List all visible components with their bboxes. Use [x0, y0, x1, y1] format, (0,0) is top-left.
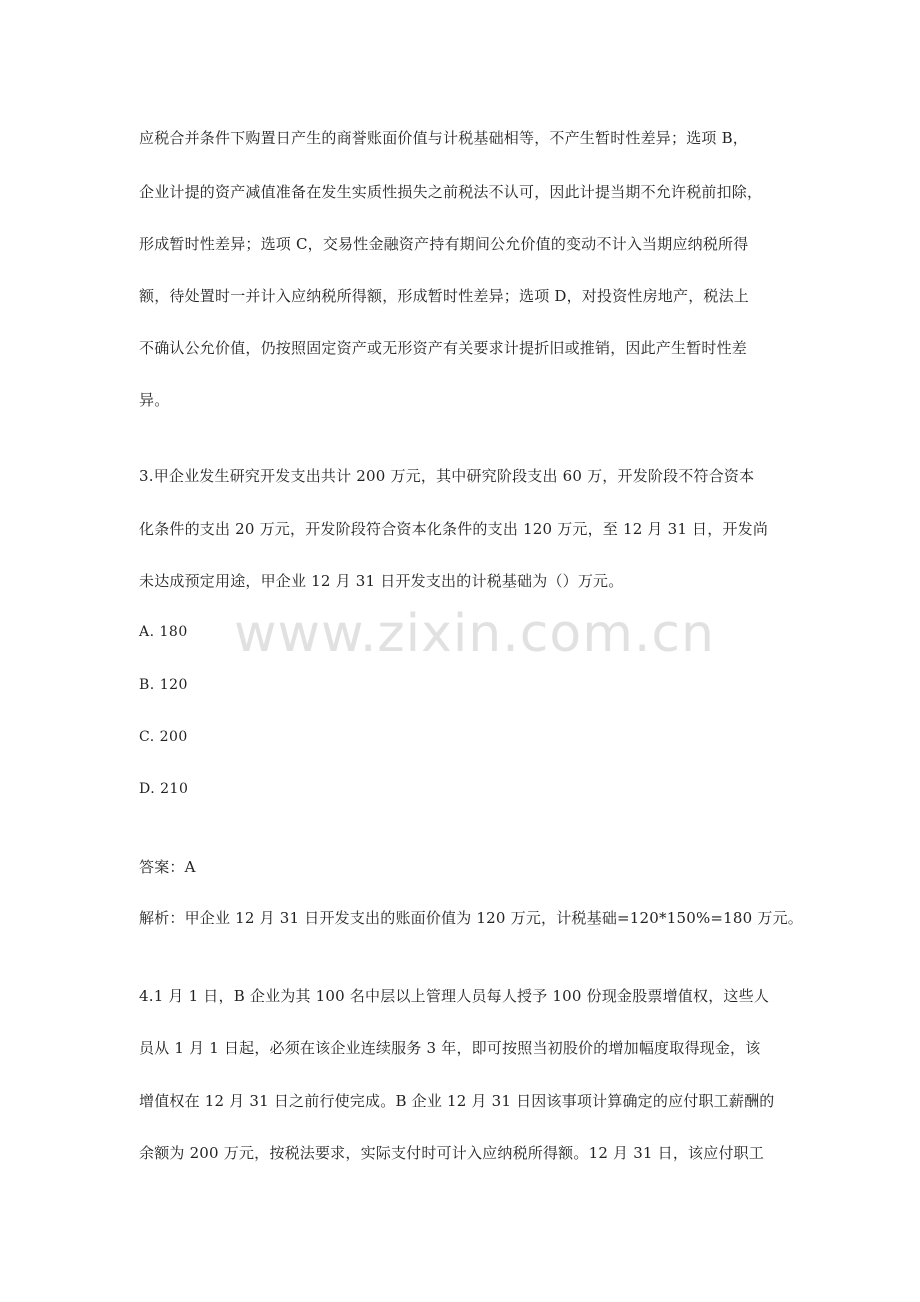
question-3-line: 化条件的支出 20 万元，开发阶段符合资本化条件的支出 120 万元，至 12 月 31 日，开发尚 — [139, 520, 769, 538]
text-line: 应税合并条件下购置日产生的商誉账面价值与计税基础相等，不产生暂时性差异；选项 B， — [139, 129, 748, 147]
question-3-line: 3.甲企业发生研究开发支出共计 200 万元，其中研究阶段支出 60 万，开发阶段不符合资本 — [139, 467, 755, 485]
option-a: A. 180 — [139, 624, 188, 640]
question-4-line: 员从 1 月 1 日起，必须在该企业连续服务 3 年，即可按照当初股价的增加幅度取得现金，该 — [139, 1039, 761, 1057]
analysis-line: 解析：甲企业 12 月 31 日开发支出的账面价值为 120 万元，计税基础=120*150%=180 万元。 — [139, 909, 803, 927]
text-line: 不确认公允价值，仍按照固定资产或无形资产有关要求计提折旧或推销，因此产生暂时性差 — [139, 339, 748, 357]
answer-line: 答案：A — [139, 858, 196, 876]
text-line: 企业计提的资产减值准备在发生实质性损失之前税法不认可，因此计提当期不允许税前扣除， — [139, 183, 763, 201]
question-4-line: 4.1 月 1 日，B 企业为其 100 名中层以上管理人员每人授予 100 份现金股票增值权，这些人 — [139, 987, 770, 1005]
text-line: 额，待处置时一并计入应纳税所得额，形成暂时性差异；选项 D，对投资性房地产，税法上 — [139, 287, 749, 305]
text-line: 形成暂时性差异；选项 C，交易性金融资产持有期间公允价值的变动不计入当期应纳税所得 — [139, 235, 749, 253]
question-4-line: 余额为 200 万元，按税法要求，实际支付时可计入应纳税所得额。12 月 31 日，该应付职工 — [139, 1144, 765, 1162]
option-b: B. 120 — [139, 677, 188, 693]
watermark: www.zixin.com.cn — [234, 604, 715, 664]
text-line: 异。 — [139, 391, 170, 409]
option-d: D. 210 — [139, 781, 189, 797]
question-3-line: 未达成预定用途，甲企业 12 月 31 日开发支出的计税基础为（）万元。 — [139, 572, 624, 590]
question-4-line: 增值权在 12 月 31 日之前行使完成。B 企业 12 月 31 日因该事项计算确定的应付职工薪酬的 — [139, 1092, 775, 1110]
option-c: C. 200 — [139, 729, 188, 745]
